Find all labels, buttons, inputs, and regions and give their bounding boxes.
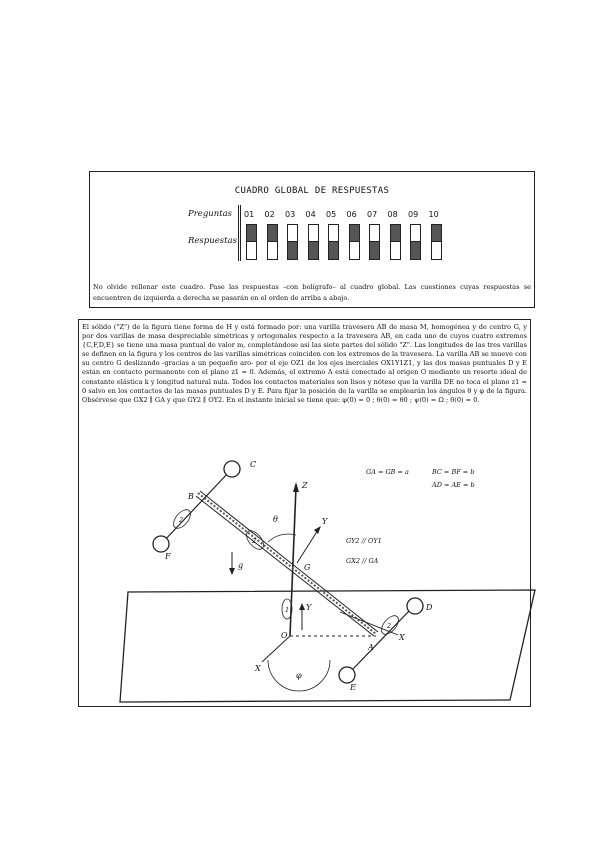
label-two-ab: 2 xyxy=(252,537,257,545)
label-c: C xyxy=(250,460,257,469)
label-one: 1 xyxy=(285,606,290,614)
y2-arrowhead xyxy=(314,526,321,534)
y2-axis xyxy=(297,530,318,563)
label-two-cf: 2 xyxy=(179,516,184,524)
label-o: O xyxy=(281,631,288,640)
label-theta: θ xyxy=(273,515,278,524)
label-e: E xyxy=(350,683,356,692)
label-g: G xyxy=(304,563,311,572)
z1-axis xyxy=(290,487,296,636)
respuestas-label: Respuestas xyxy=(188,236,237,246)
answer-box-title: CUADRO GLOBAL DE RESPUESTAS xyxy=(234,186,390,196)
answer-box-footer: No olvide rellenar este cuadro. Pase las respuestas –con bolígrafo– al cuadro global. Las cuestiones cuyas respuestas se encuentren de izquierda a derecha se pasarán en el orden de arriba a abajo. xyxy=(93,283,531,302)
gravity-arrowhead xyxy=(229,568,235,575)
question-number: 09 xyxy=(408,210,419,219)
mass-c xyxy=(224,461,240,477)
label-z1: Z xyxy=(302,481,308,490)
z1-arrowhead xyxy=(293,482,299,492)
question-number: 10 xyxy=(428,210,439,219)
mass-e xyxy=(339,667,355,683)
problem-statement-text: El sólido ("Z") de la figura tiene forma de H y está formado por: una varilla travesera AB de masa M, homogénea y de centro G, y por dos varillas de masa despreciable simétricas y ortogonales respecto a la travesera AB, en cada uno de cuyos cuatro extremos {C,F,D,E} se tiene una masa puntual de valor m, completándose así las siete partes del sólido "Z". Las longitudes de las tres varillas se definen en la figura y los centros de las varillas simétricas coinciden con los extremos de la travesera. La varilla AB se mueve con su centro G deslizando -gracias a un pequeño aro- por el eje OZ1 de los ejes inerciales OX1Y1Z1, y las dos masas puntuales D y E están en contacto permanente con el plano z1 = 0. Además, el extremo A está conectado al origen O mediante un resorte ideal de constante elástica k y longitud natural nula. Todos los contactos materiales son lisos y nótese que la varilla DE no toca el plano z1 = 0 salvo en los contactos de las masas puntuales D y E. Para fijar la posición de la varilla se emplearán los ángulos θ y φ de la figura. Obsérvese que GX2 ∥ GA y que GY2 ∥ OY2. En el instante inicial se tiene que: φ(0) = 0 ; θ(0) = θ0 ; ψ(0) = Ω ; θ̇(0) = 0. xyxy=(82,323,527,404)
label-y2: Y xyxy=(322,517,328,526)
plane-z1-0 xyxy=(120,590,535,702)
label-two-de: 2 xyxy=(387,622,392,630)
question-number: 01 xyxy=(244,210,255,219)
question-number: 08 xyxy=(387,210,398,219)
theta-arc xyxy=(268,534,296,542)
question-number: 06 xyxy=(346,210,357,219)
label-y1: Y xyxy=(306,603,312,612)
eq-gx2-ga: GX2 // GA xyxy=(346,557,379,565)
label-f: F xyxy=(165,552,171,561)
eq-gy2-oy1: GY2 // OY1 xyxy=(346,537,382,545)
rod-cf xyxy=(163,472,229,542)
label-x2: X xyxy=(399,633,405,642)
label-d: D xyxy=(426,603,433,612)
label-phi: φ xyxy=(296,671,302,680)
label-a: A xyxy=(368,643,374,652)
question-number: 02 xyxy=(264,210,275,219)
question-number: 03 xyxy=(285,210,296,219)
y1-arrowhead xyxy=(299,603,305,610)
question-number: 07 xyxy=(367,210,378,219)
label-g-vector: g xyxy=(238,561,244,570)
eq-ad-ae: AD = AE = b xyxy=(432,481,475,489)
label-x1: X xyxy=(255,664,261,673)
eq-bc-bf: BC = BF = b xyxy=(432,468,475,476)
eq-ga-gb: GA = GB = a xyxy=(366,468,409,476)
mass-f xyxy=(153,536,169,552)
preguntas-label: Preguntas xyxy=(188,209,233,219)
question-number: 04 xyxy=(305,210,316,219)
label-b: B xyxy=(188,492,194,501)
mass-d xyxy=(407,598,423,614)
question-number: 05 xyxy=(326,210,337,219)
